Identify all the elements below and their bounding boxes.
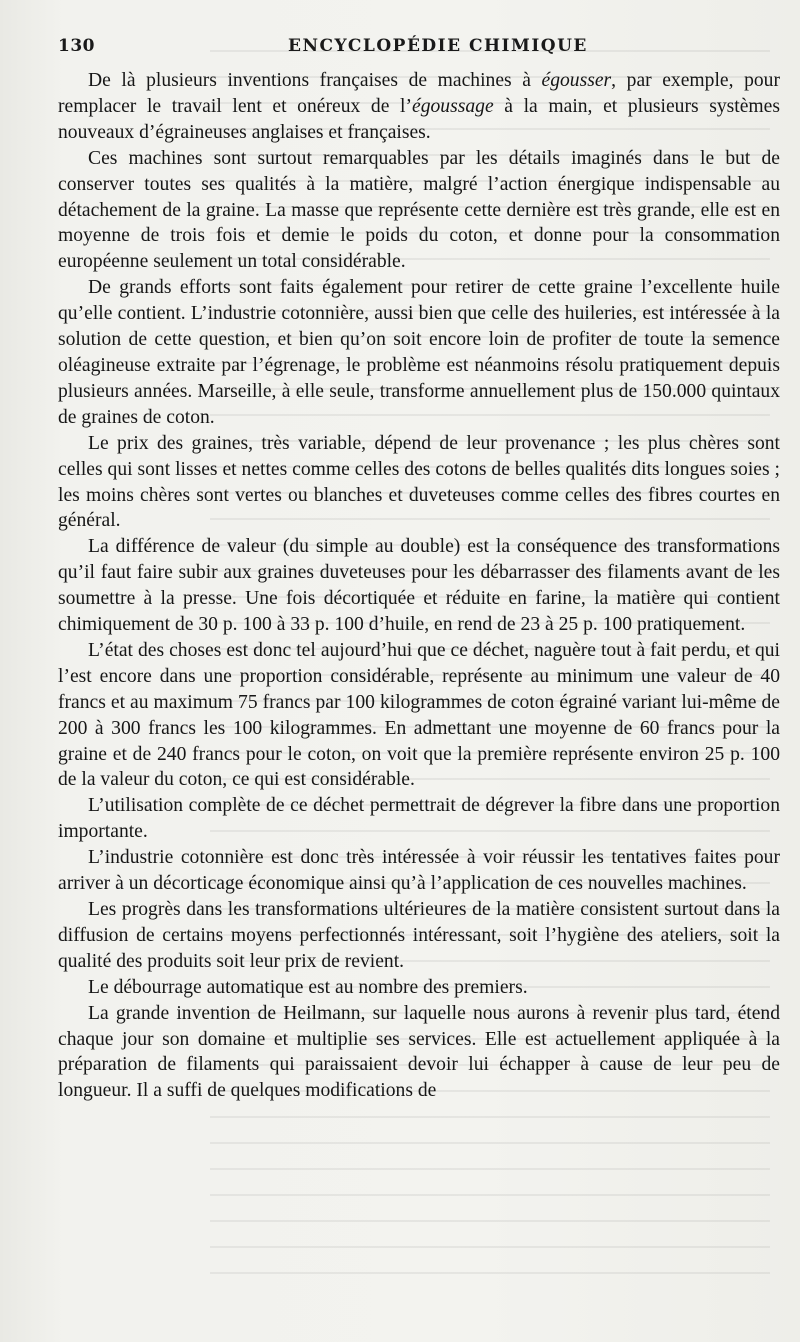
- paragraph-1-text-c: à la main, et plusieurs systèmes nouveaux d’égraineuses anglaises et françaises.: [58, 95, 780, 143]
- paragraph-11: La grande invention de Heilmann, sur laquelle nous aurons à revenir plus tard, étend chaque jour son domaine et multiplie ses services. Elle est actuellement appliquée à la préparation de filaments qui paraissaient devoir lui échapper à cause de leur peu de longueur. Il a suffi de quelques modifications de: [58, 1002, 780, 1102]
- paragraph-2: Ces machines sont surtout remarquables par les détails imaginés dans le but de conserver toutes ses qualités à la matière, malgré l’action énergique indispensable au détachement de la graine. La masse que représente cette dernière est très grande, elle est en moyenne de trois fois et demie le poids du coton, et donne pour la consommation européenne seulement un total considérable.: [58, 147, 780, 273]
- paragraph-5: La différence de valeur (du simple au double) est la conséquence des transformations qu’il faut faire subir aux graines duveteuses pour les débarrasser des filaments avant de les soumettre à la presse. Une fois décortiquée et réduite en farine, la matière qui contient chimiquement de 30 p. 100 à 33 p. 100 d’huile, en rend de 23 à 25 p. 100 pratiquement.: [58, 536, 780, 636]
- page-number: 130: [58, 36, 95, 56]
- paragraph-10: Le débourrage automatique est au nombre des premiers.: [88, 976, 528, 998]
- paragraph-8: L’industrie cotonnière est donc très intéressée à voir réussir les tentatives faites pour arriver à un décorticage économique ainsi qu’à l’application de ces nouvelles machines.: [58, 847, 780, 895]
- paragraph-3: De grands efforts sont faits également pour retirer de cette graine l’excellente huile qu’elle contient. L’industrie cotonnière, aussi bien que celle des huileries, est intéressée à la solution de cette question, et bien qu’on soit encore loin de profiter de toute la semence oléagineuse extraite par l’égrenage, le problème est néanmoins résolu pratiquement depuis plusieurs années. Marseille, à elle seule, transforme annuellement plus de 150.000 quintaux de graines de coton.: [58, 277, 780, 428]
- paragraph-1-text-b: , par exemple, pour remplacer le travail lent et onéreux de l’: [58, 70, 780, 117]
- paragraph-9: Les progrès dans les transformations ultérieures de la matière consistent surtout dans la diffusion de certains moyens perfectionnés intéressant, soit l’hygiène des ateliers, soit la qualité des produits soit leur prix de revient.: [58, 899, 780, 972]
- paragraph-6: L’état des choses est donc tel aujourd’hui que ce déchet, naguère tout à fait perdu, et qui l’est encore dans une proportion considérable, représente au minimum une valeur de 40 francs et au maximum 75 francs par 100 kilogrammes de coton égrainé variant lui-même de 200 à 300 francs les 100 kilogrammes. En admettant une moyenne de 60 francs pour la graine et de 240 francs pour le coton, on voit que la première représente environ 25 p. 100 de la valeur du coton, ce qui est considérable.: [58, 639, 780, 791]
- paragraph-1-italic-b: égoussage: [412, 95, 494, 117]
- paragraph-1: [58, 68, 780, 146]
- paragraph-1-italic-a: égousser: [541, 70, 612, 91]
- body-text: [58, 68, 780, 1104]
- paragraph-4: Le prix des graines, très variable, dépend de leur provenance ; les plus chères sont celles qui sont lisses et nettes comme celles des cotons de belles qualités dits longues soies ; les moins chères sont vertes ou blanches et duveteuses comme celles des fibres courtes en général.: [58, 432, 780, 532]
- running-title: ENCYCLOPÉDIE CHIMIQUE: [288, 36, 588, 56]
- paragraph-1-text-a: De là plusieurs inventions françaises de machines à: [88, 70, 542, 91]
- page-header: [58, 30, 770, 60]
- paragraph-7: L’utilisation complète de ce déchet permettrait de dégrever la fibre dans une proportion importante.: [58, 795, 780, 843]
